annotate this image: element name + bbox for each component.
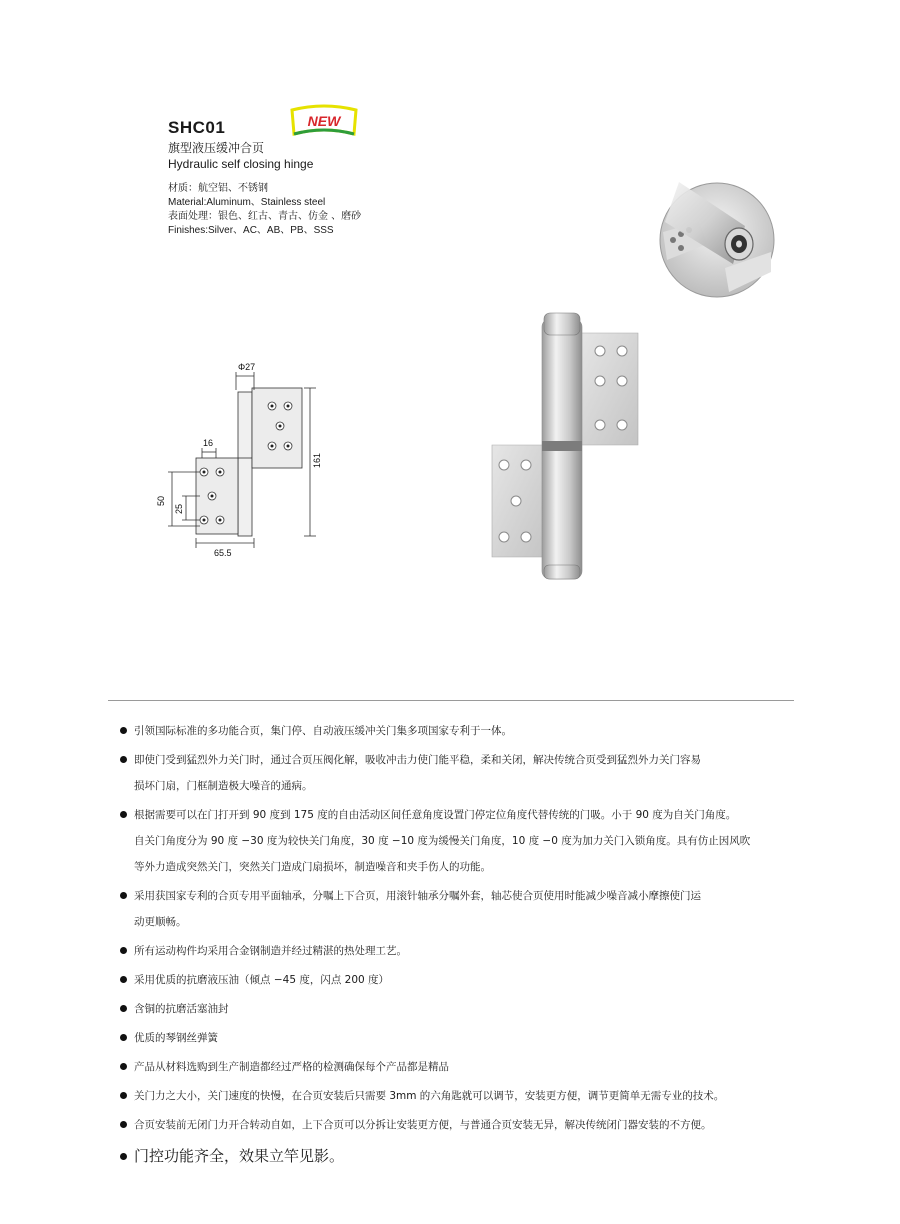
dim-hole-pitch: 25	[174, 503, 184, 514]
finish-en: Finishes:Silver、AC、AB、PB、SSS	[168, 225, 334, 236]
dim-hole-span: 50	[156, 495, 166, 506]
bullet-icon	[120, 756, 127, 763]
feature-item: 关门力之大小，关门速度的快慢，在合页安装后只需要 3mm 的六角匙就可以调节，安装更方便，调节更简单无需专业的技术。	[120, 1083, 800, 1109]
bullet-icon	[120, 1034, 127, 1041]
dim-leaf-width: 16	[203, 438, 214, 448]
finish-cn: 表面处理：银色、红古、青古、仿金 、磨砂	[168, 211, 362, 222]
dimension-drawing	[150, 360, 350, 560]
bullet-icon	[120, 1092, 127, 1099]
product-name-cn: 旗型液压缓冲合页	[168, 141, 265, 155]
section-divider	[108, 700, 794, 701]
hinge-photo	[480, 305, 650, 585]
material-en: Material:Aluminum、Stainless steel	[168, 197, 326, 208]
feature-item: 产品从材料选购到生产制造都经过严格的检测确保每个产品都是精品	[120, 1054, 800, 1080]
feature-item: 合页安装前无闭门力开合转动自如，上下合页可以分拆让安装更方便，与普通合页安装无异，解决传统闭门器安装的不方便。	[120, 1112, 800, 1138]
feature-list	[120, 718, 800, 1171]
feature-item: 即使门受到猛烈外力关门时，通过合页压阀化解，吸收冲击力使门能平稳，柔和关闭，解决传统合页受到猛烈外力关门容易 损坏门扇，门框制造极大噪音的通病。	[120, 747, 800, 799]
new-badge	[288, 104, 360, 138]
product-name-en: Hydraulic self closing hinge	[168, 157, 314, 171]
detail-photo	[659, 182, 775, 298]
new-badge-text: NEW	[307, 113, 341, 129]
bullet-icon	[120, 1121, 127, 1128]
material-cn: 材质：航空铝、不锈钢	[168, 183, 268, 194]
model-number: SHC01	[168, 118, 226, 137]
feature-item: 所有运动构件均采用合金钢制造并经过精湛的热处理工艺。	[120, 938, 800, 964]
feature-item: 采用获国家专利的合页专用平面轴承，分嘱上下合页，用滚针轴承分嘱外套，轴芯使合页使用时能减少噪音减小摩擦使门运 动更顺畅。	[120, 883, 800, 935]
dim-height: 161	[312, 452, 322, 468]
bullet-icon	[120, 1153, 127, 1160]
dim-width: 65.5	[214, 548, 232, 558]
dim-diameter: Φ27	[238, 362, 256, 372]
feature-item: 含铜的抗磨活塞油封	[120, 996, 800, 1022]
bullet-icon	[120, 947, 127, 954]
feature-item: 根据需要可以在门打开到 90 度到 175 度的自由活动区间任意角度设置门停定位角度代替传统的门吸。小于 90 度为自关门角度。 自关门角度分为 90 度 −30 度为较快关门角度，30 度 −10 度为缓慢关门角度，10 度 −0 度为加力关门入锁角度。具有仿止因风吹 等外力造成突然关门，突然关门造成门扇损坏，制造噪音和夹手伤人的功能。	[120, 802, 800, 880]
feature-item-highlight: 门控功能齐全，效果立竿见影。	[120, 1141, 800, 1171]
feature-item: 采用优质的抗磨液压油（倾点 −45 度，闪点 200 度）	[120, 967, 800, 993]
bullet-icon	[120, 892, 127, 899]
bullet-icon	[120, 976, 127, 983]
feature-item: 引领国际标准的多功能合页，集门停、自动液压缓冲关门集多项国家专利于一体。	[120, 718, 800, 744]
spec-block	[168, 182, 361, 238]
bullet-icon	[120, 1005, 127, 1012]
bullet-icon	[120, 1063, 127, 1070]
bullet-icon	[120, 811, 127, 818]
feature-item: 优质的琴钢丝弹簧	[120, 1025, 800, 1051]
bullet-icon	[120, 727, 127, 734]
